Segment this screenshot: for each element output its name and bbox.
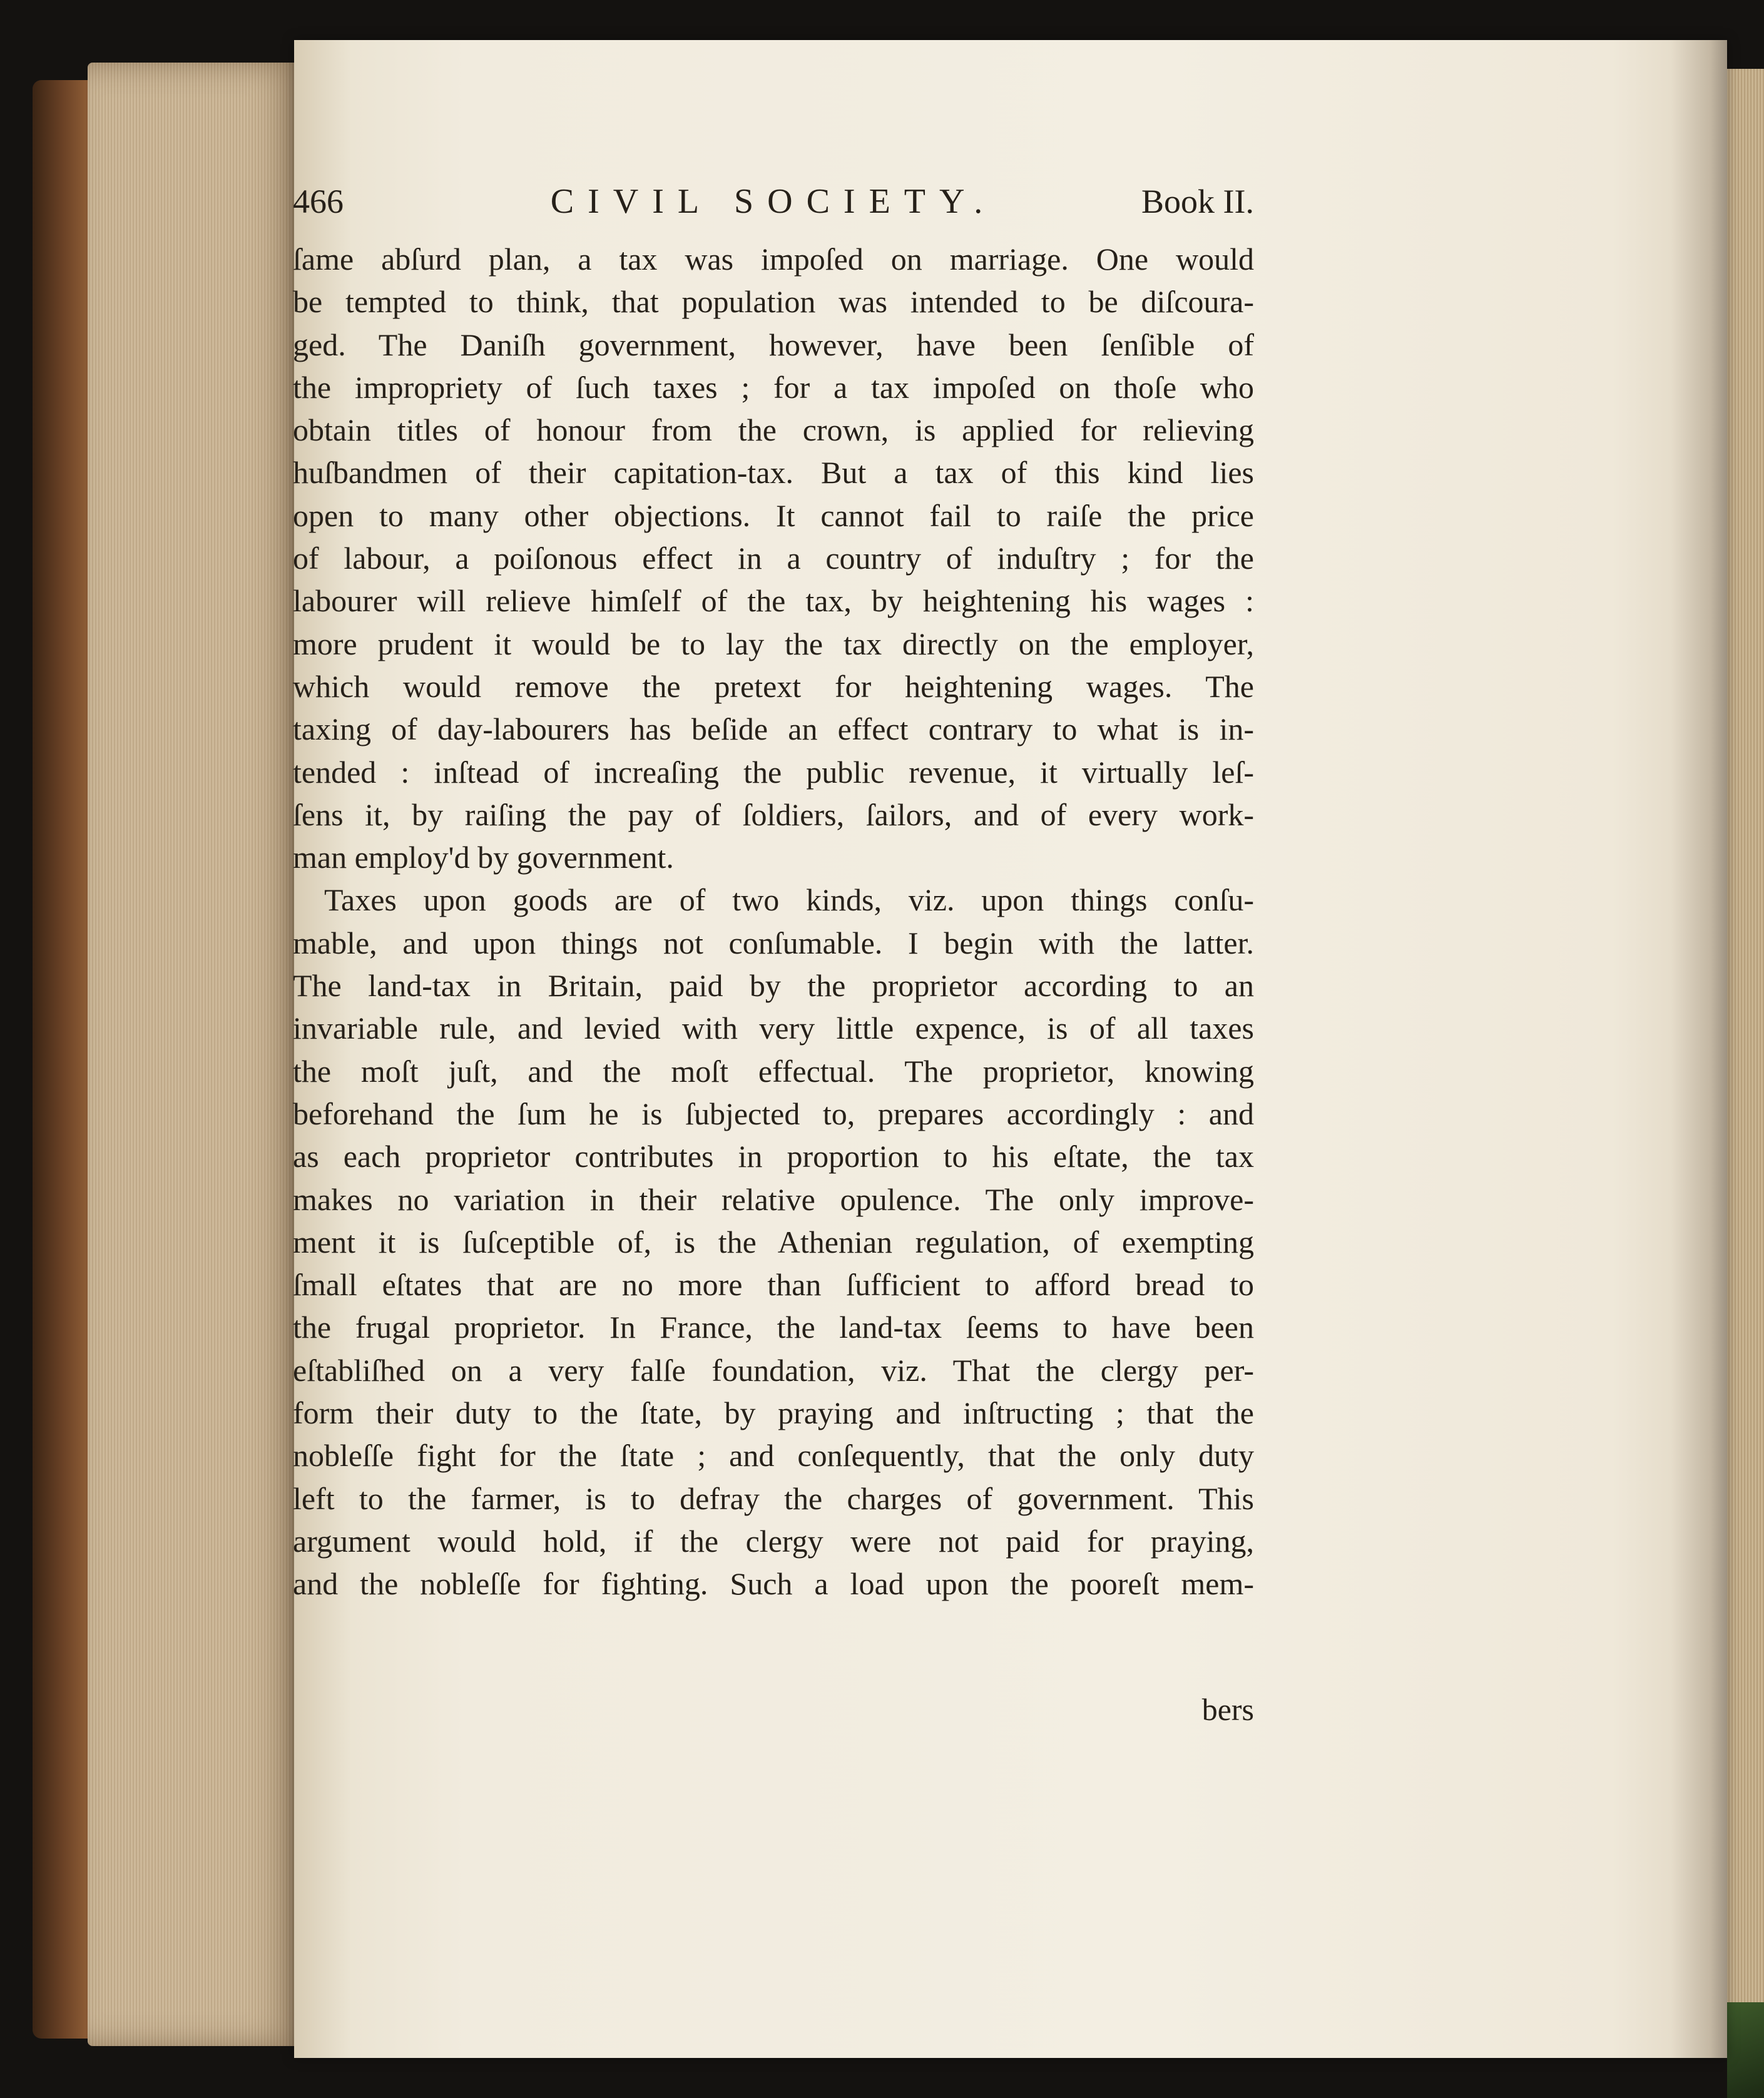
text-line: ſame abſurd plan, a tax was impoſed on marriage. One would	[293, 242, 1254, 277]
text-line: tended : inſtead of increaſing the public revenue, it virtually leſ-	[293, 754, 1254, 790]
text-line: The land-tax in Britain, paid by the proprietor according to an	[293, 968, 1254, 1004]
text-line: argument would hold, if the clergy were not paid for praying,	[293, 1523, 1254, 1559]
text-line: mable, and upon things not conſumable. I begin with the latter.	[293, 925, 1254, 960]
text-line: form their duty to the ſtate, by praying and inſtructing ; that the	[293, 1395, 1254, 1431]
text-line: the impropriety of ſuch taxes ; for a tax impoſed on thoſe who	[293, 369, 1254, 405]
text-line: eſtabliſhed on a very falſe foundation, viz. That the clergy per-	[293, 1352, 1254, 1388]
text-line: ſens it, by raiſing the pay of ſoldiers, ſailors, and of every work-	[293, 797, 1254, 832]
text-line: be tempted to think, that population was intended to be diſcoura-	[293, 284, 1254, 320]
text-line: makes no variation in their relative opulence. The only improve-	[293, 1181, 1254, 1217]
text-line: taxing of day-labourers has beſide an effect contrary to what is in-	[293, 711, 1254, 747]
body-text	[293, 238, 1254, 1606]
paragraph-start-line: Taxes upon goods are of two kinds, viz. upon things conſu-	[324, 882, 1254, 918]
running-header	[293, 176, 1254, 227]
text-line: the frugal proprietor. In France, the land-tax ſeems to have been	[293, 1310, 1254, 1345]
paragraph-end-line: man employ'd by government.	[293, 840, 674, 875]
text-line: obtain titles of honour from the crown, is applied for relieving	[293, 412, 1254, 448]
running-title: CIVIL SOCIETY.	[550, 182, 997, 221]
catchword: bers	[1201, 1692, 1254, 1727]
text-line: left to the farmer, is to defray the charges of government. This	[293, 1480, 1254, 1516]
text-line: open to many other objections. It cannot fail to raiſe the price	[293, 497, 1254, 533]
text-line: of labour, a poiſonous effect in a country of induſtry ; for the	[293, 541, 1254, 576]
book-section: Book II.	[1141, 183, 1254, 220]
text-line: ſmall eſtates that are no more than ſufficient to afford bread to	[293, 1267, 1254, 1303]
page-number: 466	[293, 183, 344, 220]
text-line: huſbandmen of their capitation-tax. But a tax of this kind lies	[293, 455, 1254, 491]
text-line: invariable rule, and levied with very little expence, is of all taxes	[293, 1011, 1254, 1046]
text-line: which would remove the pretext for heightening wages. The	[293, 668, 1254, 704]
text-line: nobleſſe fight for the ſtate ; and conſequently, that the only duty	[293, 1438, 1254, 1474]
text-line: beforehand the ſum he is ſubjected to, prepares accordingly : and	[293, 1096, 1254, 1131]
text-line: ged. The Daniſh government, however, have been ſenſible of	[293, 327, 1254, 362]
text-line: as each proprietor contributes in proportion to his eſtate, the tax	[293, 1139, 1254, 1174]
text-line: more prudent it would be to lay the tax directly on the employer,	[293, 626, 1254, 661]
text-line: ment it is ſuſceptible of, is the Athenian regulation, of exempting	[293, 1224, 1254, 1260]
text-line: labourer will relieve himſelf of the tax, by heightening his wages :	[293, 583, 1254, 619]
text-line: the moſt juſt, and the moſt effectual. The proprietor, knowing	[293, 1053, 1254, 1089]
text-line: and the nobleſſe for fighting. Such a load upon the pooreſt mem-	[293, 1566, 1254, 1602]
